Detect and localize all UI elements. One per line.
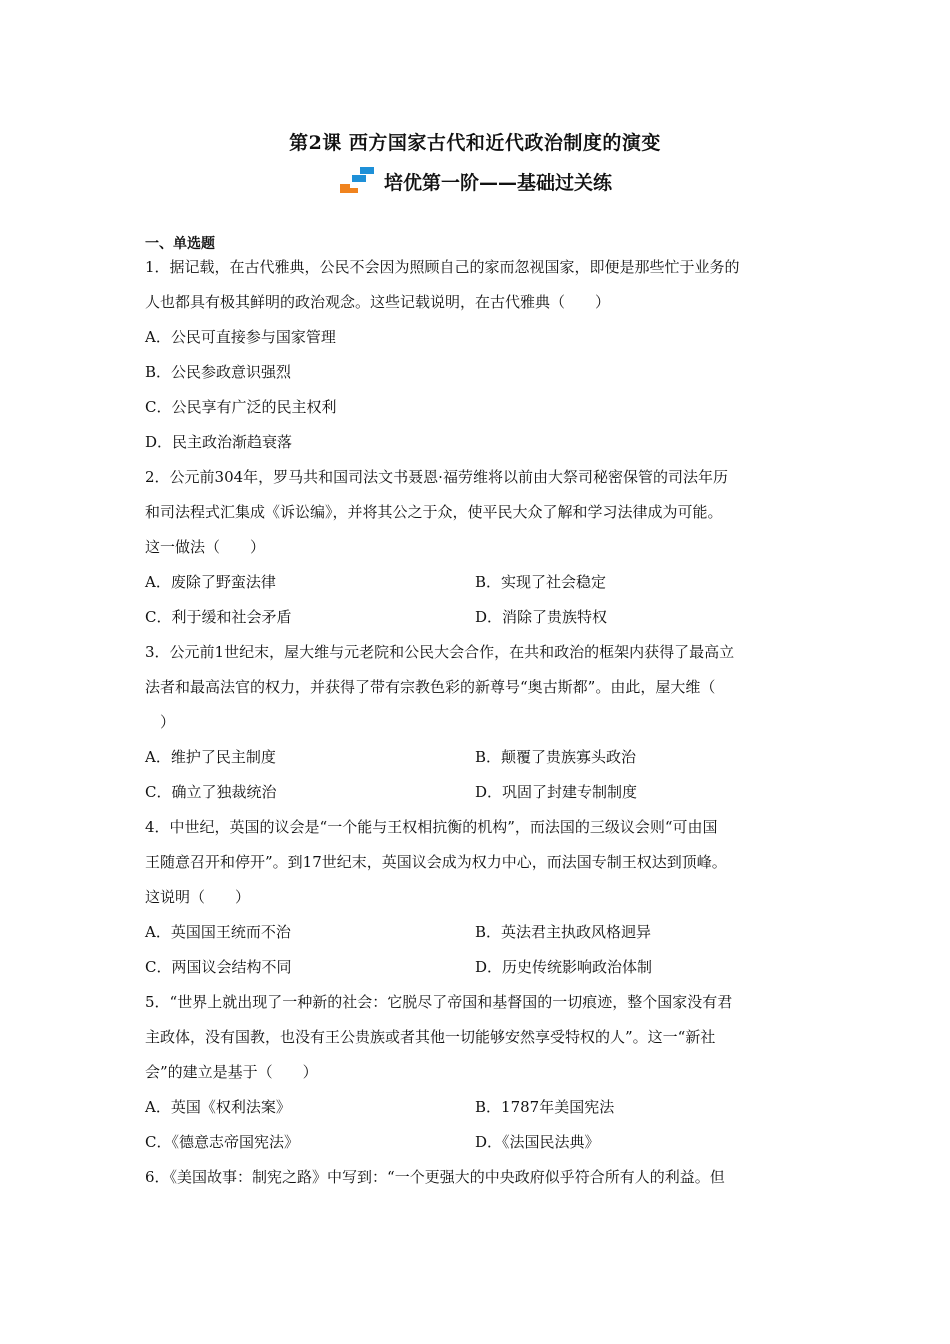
question-text-line: 主政体，没有国教，也没有王公贵族或者其他一切能够安然享受特权的人”。这一“新社 (145, 1028, 716, 1046)
option-row (145, 600, 810, 635)
question-text-line: 4．中世纪，英国的议会是“一个能与王权相抗衡的机构”，而法国的三级议会则“可由国 (145, 818, 718, 836)
question-5 (145, 985, 810, 1160)
subtitle-banner (0, 166, 950, 196)
option-a: A．公民可直接参与国家管理 (145, 328, 336, 346)
option-a: A．维护了民主制度 (145, 748, 276, 766)
option-c: C．确立了独裁统治 (145, 783, 277, 801)
option-a: A．英国国王统而不治 (145, 923, 291, 941)
question-text-line: 1．据记载，在古代雅典，公民不会因为照顾自己的家而忽视国家，即便是那些忙于业务的 (145, 258, 740, 276)
question-text-line: 这一做法（ ） (145, 538, 266, 556)
question-text-line: 6．《美国故事：制宪之路》中写到：“一个更强大的中央政府似乎符合所有人的利益。但 (145, 1168, 725, 1186)
question-text-line: ） (145, 713, 176, 731)
question-text-line: 2．公元前304年，罗马共和国司法文书聂恩·福劳维将以前由大祭司秘密保管的司法年历 (145, 468, 728, 486)
option-c: C．利于缓和社会矛盾 (145, 608, 292, 626)
question-text-line: 会”的建立是基于（ ） (145, 1063, 318, 1081)
option-row (145, 1125, 810, 1160)
option-c: C．公民享有广泛的民主权利 (145, 398, 337, 416)
question-text-line: 法者和最高法官的权力，并获得了带有宗教色彩的新尊号“奥古斯都”。由此，屋大维（ (145, 678, 716, 696)
question-text-line: 5．“世界上就出现了一种新的社会：它脱尽了帝国和基督国的一切痕迹，整个国家没有君 (145, 993, 733, 1011)
question-text-line: 这说明（ ） (145, 888, 251, 906)
option-row (145, 775, 810, 810)
option-a: A．废除了野蛮法律 (145, 573, 276, 591)
option-d: D．民主政治渐趋衰落 (145, 433, 293, 451)
option-row (145, 1090, 810, 1125)
option-b: B．英法君主执政风格迥异 (475, 923, 652, 941)
question-1 (145, 250, 810, 460)
question-list (145, 250, 810, 1195)
question-text-line: 王随意召开和停开”。到17世纪末，英国议会成为权力中心，而法国专制王权达到顶峰。 (145, 853, 727, 871)
question-3 (145, 635, 810, 810)
question-6 (145, 1160, 810, 1195)
option-b: B．实现了社会稳定 (475, 573, 607, 591)
option-b: B．公民参政意识强烈 (145, 363, 292, 381)
option-b: B．1787年美国宪法 (475, 1098, 615, 1116)
question-text-line: 3．公元前1世纪末，屋大维与元老院和公民大会合作，在共和政治的框架内获得了最高立 (145, 643, 735, 661)
option-b: B．颠覆了贵族寡头政治 (475, 748, 637, 766)
page-title: 第2课 西方国家古代和近代政治制度的演变 (289, 132, 661, 154)
option-row (145, 950, 810, 985)
option-row (145, 740, 810, 775)
option-d: D．消除了贵族特权 (475, 608, 608, 626)
option-c: C．两国议会结构不同 (145, 958, 292, 976)
question-2 (145, 460, 810, 635)
option-row (145, 915, 810, 950)
steps-logo-icon (338, 166, 378, 196)
option-d: D．《法国民法典》 (475, 1133, 600, 1151)
question-4 (145, 810, 810, 985)
option-d: D．巩固了封建专制制度 (475, 783, 638, 801)
option-a: A．英国《权利法案》 (145, 1098, 291, 1116)
page-subtitle: 培优第一阶——基础过关练 (383, 171, 612, 194)
option-c: C．《德意志帝国宪法》 (145, 1133, 299, 1151)
option-row (145, 565, 810, 600)
question-text-line: 和司法程式汇集成《诉讼编》，并将其公之于众，使平民大众了解和学习法律成为可能。 (145, 503, 723, 521)
question-text-line: 人也都具有极其鲜明的政治观念。这些记载说明，在古代雅典（ ） (145, 293, 611, 311)
section-heading: 一、单选题 (145, 236, 215, 252)
option-d: D．历史传统影响政治体制 (475, 958, 653, 976)
